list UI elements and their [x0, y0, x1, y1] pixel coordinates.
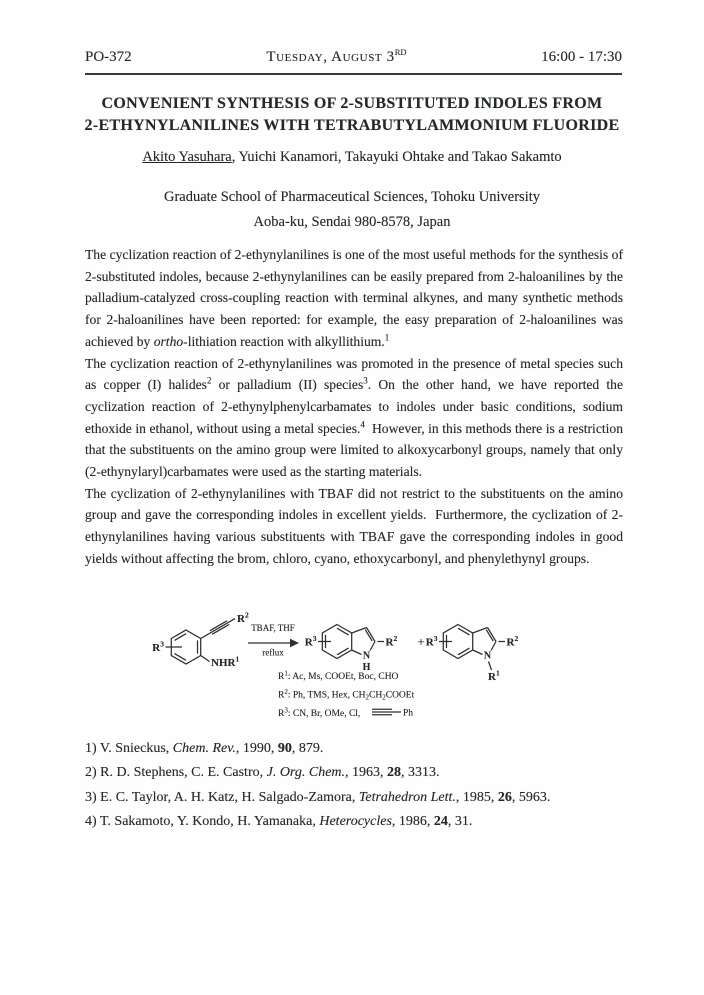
product-1-structure	[305, 625, 398, 674]
arrow-condition-bottom: reflux	[262, 647, 284, 658]
r-symbol: R	[278, 690, 285, 701]
pyrrole-bond	[473, 628, 488, 634]
reference-pages: , 31.	[447, 813, 473, 829]
r-superscript: 2	[244, 610, 249, 620]
paragraph-text: The cyclization reaction of 2-ethynylanilines was promoted in the presence of metal species such as copper (I) halides	[85, 355, 623, 393]
nitrogen-label: N	[362, 650, 371, 662]
arrow-condition-top: TBAF, THF	[251, 623, 295, 633]
page-title	[0, 93, 704, 137]
paragraph-text: or palladium (II) species	[211, 377, 364, 393]
affiliation-line1: Graduate School of Pharmaceutical Sciences, Tohoku University	[163, 189, 541, 205]
n-bond	[201, 656, 210, 662]
journal-name: Heterocycles	[319, 813, 392, 829]
poster-code: PO-372	[85, 49, 132, 65]
nhr1-label	[211, 655, 239, 670]
reaction-scheme	[85, 600, 645, 735]
r3-label	[152, 640, 164, 655]
r-superscript: 2	[514, 634, 519, 643]
pyrrole-bond	[491, 642, 496, 651]
reaction-arrow	[248, 623, 299, 658]
r-symbol: R	[304, 636, 313, 649]
page-title-line2: 2-ETHYNYLANILINES WITH TETRABUTYLAMMONIUM FLUORIDE	[84, 117, 620, 134]
journal-name: Tetrahedron Lett.	[358, 789, 456, 805]
reference-year: , 1985,	[455, 789, 498, 805]
paragraph-text: The cyclization reaction of 2-ethynylanilines is one of the most useful methods for the synthesis of 2-substituted indoles, because 2-ethynylanilines can be easily prepared from 2-haloanilines by the palladium-catalyzed cross-coupling reaction with terminal alkynes, and many synthetic methods for 2-haloanilines have been reported: for example, the easy preparation of 2-haloanilines was achieved by	[85, 247, 623, 349]
abstract-paragraph-3	[85, 483, 623, 570]
pyrrole-bond	[370, 642, 375, 651]
session-day-text: Tuesday, August 3	[266, 49, 395, 65]
legend-values: : Ph, TMS, Hex, CH	[287, 690, 366, 701]
page-title-line1: CONVENIENT SYNTHESIS OF 2-SUBSTITUTED INDOLES FROM	[101, 95, 603, 112]
alkyne-bond	[201, 619, 235, 639]
reference-authors: 3) E. C. Taylor, A. H. Katz, H. Salgado-Zamora,	[85, 789, 359, 805]
legend-r1-line	[278, 670, 399, 683]
reference-item	[85, 786, 645, 810]
journal-volume: 24	[433, 813, 448, 829]
r-superscript: 3	[433, 634, 438, 643]
reactant-structure	[152, 611, 249, 670]
r-group-legend	[278, 670, 415, 720]
session-day-ordinal: RD	[394, 47, 407, 57]
legend-values: COOEt	[385, 690, 415, 701]
r-symbol: R	[506, 636, 515, 649]
paragraph-text: -lithiation reaction with alkyllithium.	[183, 333, 385, 349]
alkyne-bond	[210, 621, 227, 631]
legend-ph-label: Ph	[403, 708, 414, 719]
reference-item	[85, 761, 645, 785]
reference-pages: , 5963.	[511, 789, 551, 805]
r-symbol: R	[425, 636, 434, 649]
r1-label	[488, 669, 500, 684]
double-bond	[175, 634, 187, 641]
abstract-paragraph-1	[85, 244, 623, 353]
reference-year: , 1990,	[235, 741, 278, 756]
legend-values: : CN, Br, OMe, Cl,	[287, 709, 361, 719]
reference-item	[85, 810, 645, 834]
abstract-paragraph-2	[85, 353, 623, 483]
r2-label	[507, 634, 519, 649]
abstract-body	[85, 244, 623, 570]
session-time: 16:00 - 17:30	[541, 49, 622, 65]
reference-list	[85, 737, 645, 834]
r3-label	[305, 634, 317, 649]
arrow-head	[290, 639, 299, 647]
affiliation-line2: Aoba-ku, Sendai 980-8578, Japan	[253, 213, 451, 230]
double-bond	[458, 628, 470, 635]
ortho-italic: ortho	[153, 333, 184, 349]
pyrrole-bond	[352, 650, 362, 655]
double-bond	[337, 648, 349, 655]
r-superscript: 1	[495, 668, 500, 678]
paragraph-text: The cyclization of 2-ethynylanilines with TBAF did not restrict to the substituents on the amino group and gave the corresponding indoles in excellent yields. Furthermore, the cyclization of 2-ethynylanilines having various substituents with TBAF gave the corresponding indoles in good yields without affecting the brom, chloro, cyano, ethoxycarbonyl, and phenylethynyl groups.	[85, 485, 623, 566]
journal-volume: 90	[277, 741, 292, 756]
journal-volume: 26	[497, 789, 512, 805]
r-symbol: R	[488, 671, 496, 683]
r-superscript: 1	[235, 654, 240, 664]
nh-hydrogen-label: H	[362, 662, 371, 673]
r3-label	[426, 634, 438, 649]
r-superscript: 3	[160, 639, 164, 649]
double-bond	[337, 628, 349, 635]
reference-year: , 1963,	[345, 765, 388, 781]
subscript: 2	[382, 693, 386, 702]
legend-values: : Ac, Ms, COOEt, Boc, CHO	[287, 672, 399, 682]
author-line	[0, 149, 704, 166]
session-header	[85, 47, 622, 75]
double-bond	[175, 654, 187, 661]
nitrogen-label: N	[483, 650, 492, 662]
reference-pages: , 3313.	[401, 765, 440, 781]
citation-mark-3: 3	[363, 375, 368, 386]
r-superscript: 2	[284, 688, 288, 696]
citation-mark-4: 4	[360, 419, 365, 430]
r-superscript: 3	[284, 706, 288, 715]
product-2-structure	[426, 625, 519, 684]
journal-name: J. Org. Chem.	[266, 765, 346, 781]
journal-name: Chem. Rev.	[172, 741, 236, 756]
r-superscript: 1	[284, 669, 288, 678]
r-symbol: R	[278, 672, 285, 682]
reference-year: , 1986,	[391, 813, 434, 829]
coauthors: , Yuichi Kanamori, Takayuki Ohtake and Takao Sakamto	[231, 149, 562, 165]
r2-label	[237, 611, 249, 626]
pyrrole-bond	[473, 650, 483, 655]
r-symbol: R	[385, 636, 394, 649]
pyrrole-bond	[352, 628, 367, 634]
r-symbol: R	[278, 709, 285, 719]
nhr-symbol: NHR	[211, 657, 236, 669]
citation-mark-2: 2	[206, 375, 212, 386]
subscript: 2	[365, 693, 370, 702]
legend-r3-line	[278, 707, 360, 720]
r2-label	[386, 634, 398, 649]
journal-volume: 28	[387, 765, 402, 781]
double-bond	[458, 648, 470, 655]
n-r1-bond	[489, 662, 492, 671]
session-day	[266, 47, 406, 66]
r-superscript: 2	[393, 634, 398, 643]
reference-item	[85, 737, 645, 761]
reference-authors: 4) T. Sakamoto, Y. Kondo, H. Yamanaka,	[85, 813, 320, 829]
affiliation	[0, 185, 704, 234]
paragraph-text: . On the other hand, we have reported the cyclization reaction of 2-ethynylphenylcarbamates to indoles under basic conditions, sodium ethoxide in ethanol, without using a metal species.	[85, 377, 624, 436]
r-symbol: R	[152, 642, 161, 654]
presenting-author: Akito Yasuhara	[142, 149, 232, 165]
reference-pages: , 879.	[291, 741, 324, 756]
r-superscript: 3	[312, 634, 317, 643]
paragraph-text: However, in this methods there is a restriction that the substituents on the amino group were limited to alkoxycarbonyl groups, namely that only (2-ethynylaryl)carbamates were used as the starting materials.	[85, 420, 623, 480]
alkyne-bond	[212, 624, 229, 634]
plus-sign: +	[417, 634, 425, 649]
legend-values: CH	[369, 690, 383, 701]
legend-r2-line	[278, 688, 415, 702]
reference-authors: 2) R. D. Stephens, C. E. Castro,	[85, 765, 267, 781]
citation-mark-1: 1	[384, 332, 390, 343]
r-symbol: R	[237, 613, 245, 625]
reference-authors: 1) V. Snieckus,	[85, 741, 173, 756]
